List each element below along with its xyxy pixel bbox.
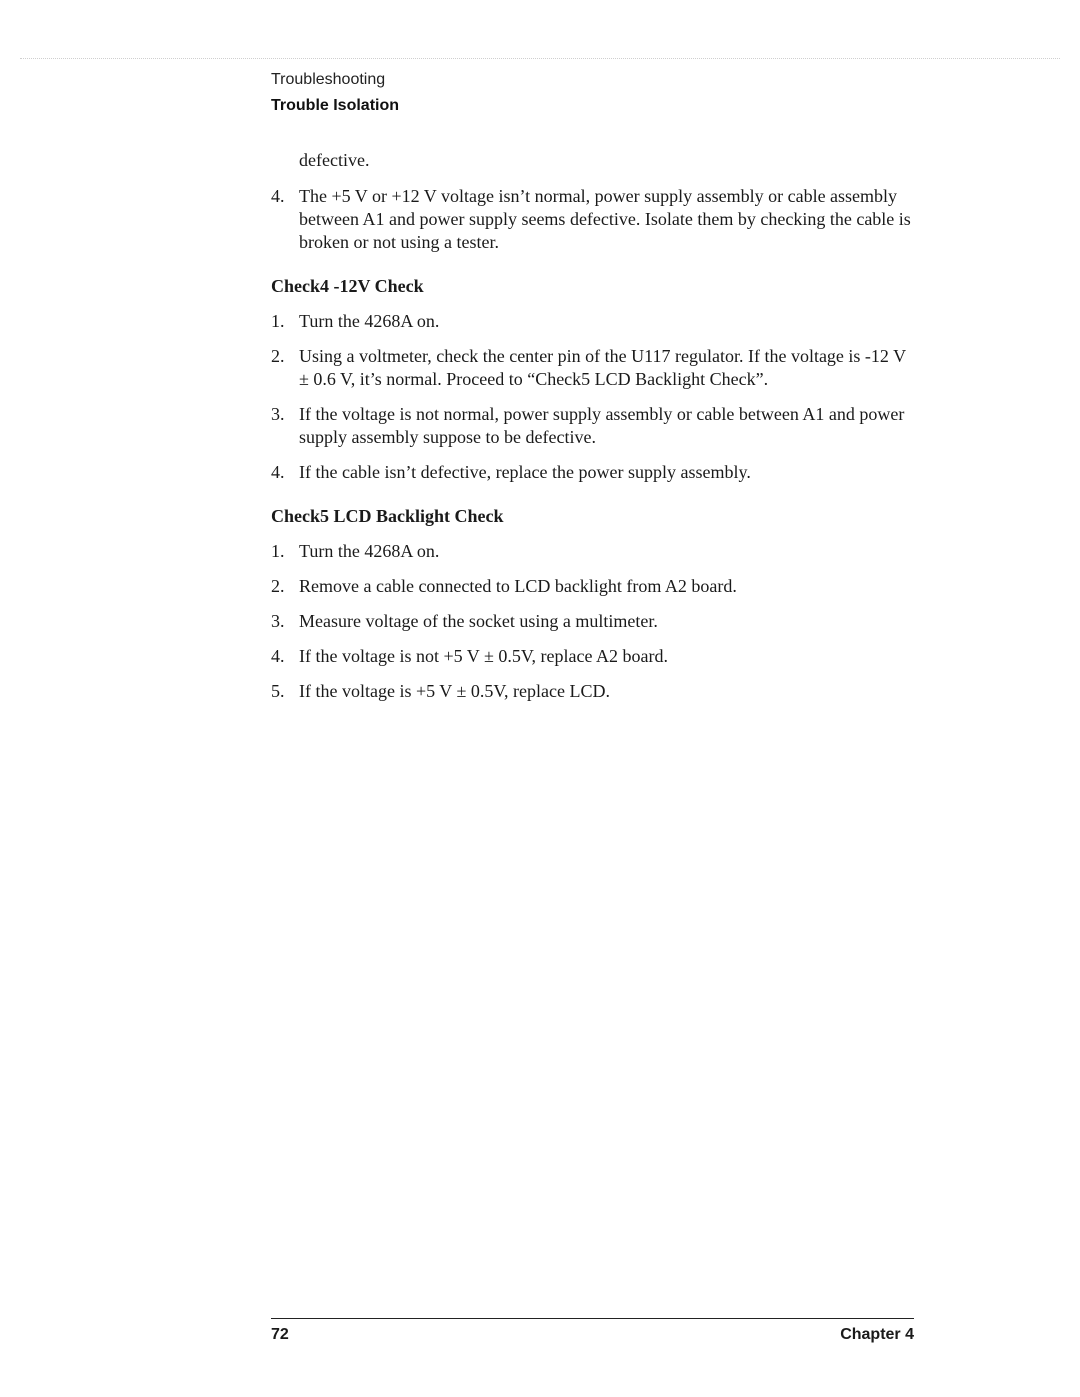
list-item-number: 1.	[271, 541, 285, 561]
list-item	[271, 610, 911, 633]
continued-text: defective.	[299, 150, 370, 170]
list-item	[271, 575, 911, 598]
section-title: Troubleshooting	[271, 71, 386, 88]
list-item-number: 5.	[271, 681, 285, 701]
list-item-text: Turn the 4268A on.	[299, 541, 440, 561]
list-item	[271, 645, 911, 668]
list-item-text: Turn the 4268A on.	[299, 311, 440, 331]
list-item-text: If the voltage is +5 V ± 0.5V, replace LCD.	[299, 681, 610, 701]
list-item	[271, 680, 911, 703]
list-item-number: 2.	[271, 346, 285, 366]
list-item-text: Remove a cable connected to LCD backlight from A2 board.	[299, 576, 737, 596]
list-item-text: If the voltage is not +5 V ± 0.5V, replace A2 board.	[299, 646, 668, 666]
list-item-number: 4.	[271, 646, 285, 666]
list-item-text: If the voltage is not normal, power supply assembly or cable between A1 and power supply assembly suppose to be defective.	[299, 404, 905, 447]
list-item-number: 3.	[271, 611, 285, 631]
check5-heading: Check5 LCD Backlight Check	[271, 506, 504, 526]
list-item-number: 1.	[271, 311, 285, 331]
subsection-title: Trouble Isolation	[271, 97, 400, 114]
list-item-text: The +5 V or +12 V voltage isn’t normal, power supply assembly or cable assembly between A1 and power supply seems defective. Isolate them by checking the cable is broken or not using a tester.	[299, 186, 911, 252]
list-item	[271, 185, 911, 254]
list-item-number: 2.	[271, 576, 285, 596]
page-number: 72	[271, 1326, 289, 1343]
list-item-number: 4.	[271, 462, 285, 482]
list-item-text: Measure voltage of the socket using a multimeter.	[299, 611, 658, 631]
footer-rule	[271, 1318, 914, 1319]
list-item-text: Using a voltmeter, check the center pin of the U117 regulator. If the voltage is -12 V ± 0.6 V, it’s normal. Proceed to “Check5 LCD Backlight Check”.	[299, 346, 906, 389]
check4-heading: Check4 -12V Check	[271, 276, 424, 296]
list-item	[271, 461, 911, 484]
list-item	[271, 540, 911, 563]
top-dotted-rule	[20, 58, 1060, 59]
list-item	[271, 345, 911, 391]
page-content	[271, 149, 911, 715]
page-footer	[271, 1326, 914, 1344]
list-item-text: If the cable isn’t defective, replace the power supply assembly.	[299, 462, 751, 482]
page-header	[271, 70, 399, 116]
list-item-number: 4.	[271, 186, 285, 206]
list-item-number: 3.	[271, 404, 285, 424]
list-item	[271, 310, 911, 333]
chapter-label: Chapter 4	[840, 1326, 914, 1343]
list-item	[271, 403, 911, 449]
